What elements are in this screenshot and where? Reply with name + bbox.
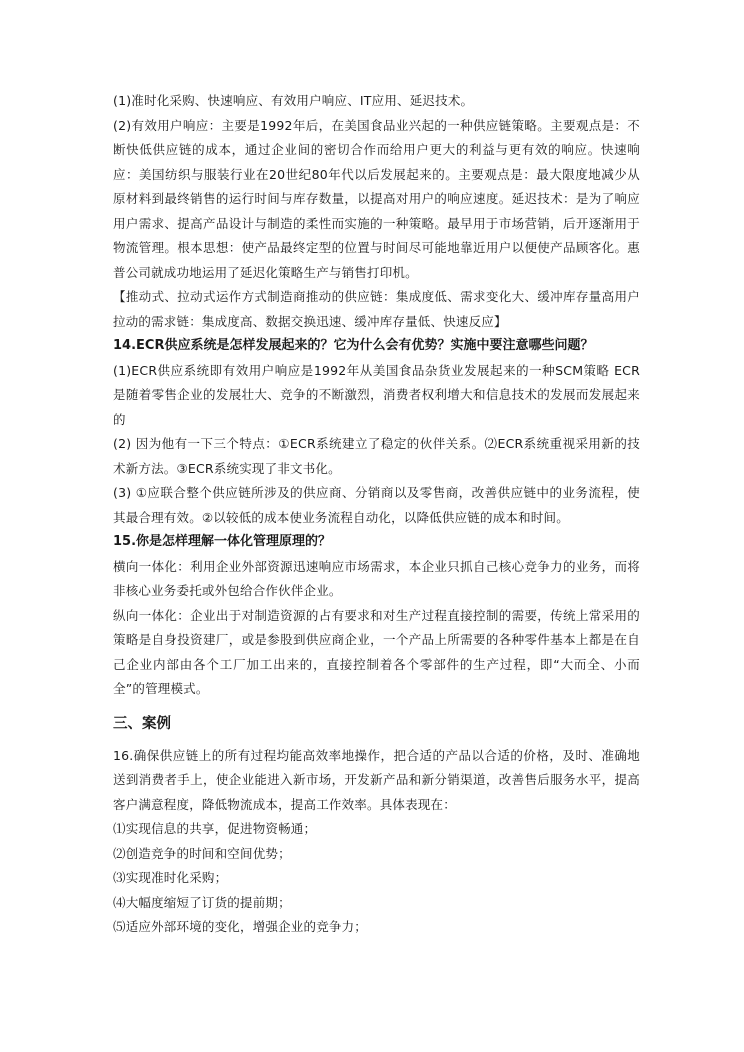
paragraph-intro-list: (1)准时化采购、快速响应、有效用户响应、IT应用、延迟技术。 (113, 93, 474, 108)
paragraph-push-pull: 【推动式、拉动式运作方式制造商推动的供应链：集成度低、需求变化大、缓冲库存量高用户拉动的需求链：集成度高、数据交换迅速、缓冲库存量低、快速反应】 (113, 289, 640, 329)
answer-14-part-3: (3) ①应联合整个供应链所涉及的供应商、分销商以及零售商，改善供应链中的业务流程，使其最合理有效。②以较低的成本使业务流程自动化，以降低供应链的成本和时间。 (113, 485, 640, 525)
section-heading-cases: 三、案例 (113, 715, 171, 732)
answer-15-vertical: 纵向一体化：企业出于对制造资源的占有要求和对生产过程直接控制的需要，传统上常采用的策略是自身投资建厂，或是参股到供应商企业，一个产品上所需要的各种零件基本上都是在自己企业内部由各个工厂加工出来的，直接控制着各个零部件的生产过程，即“大而全、小而全”的管理模式。 (113, 607, 640, 696)
answer-16-item-5: ⑸适应外部环境的变化，增强企业的竞争力； (113, 919, 368, 934)
question-15-heading: 15.你是怎样理解一体化管理原理的？ (113, 534, 332, 549)
answer-16-item-4: ⑷大幅度缩短了订货的提前期； (113, 894, 291, 910)
question-14-heading: 14.ECR供应系统是怎样发展起来的？它为什么会有优势？实施中要注意哪些问题？ (113, 338, 594, 353)
answer-14-part-2: (2) 因为他有一下三个特点：①ECR系统建立了稳定的伙伴关系。⑵ECR系统重视采用新的技术新方法。③ECR系统实现了非文书化。 (113, 436, 640, 476)
answer-16-intro: 16.确保供应链上的所有过程均能高效率地操作，把合适的产品以合适的价格，及时、准确地送到消费者手上，使企业能进入新市场，开发新产品和新分销渠道，改善售后服务水平，提高客户满意程度，降低物流成本，提高工作效率。具体表现在： (113, 747, 640, 812)
answer-16-item-1: ⑴实现信息的共享，促进物资畅通； (113, 821, 317, 836)
answer-16-item-3: ⑶实现准时化采购； (113, 870, 228, 885)
answer-15-horizontal: 横向一体化：利用企业外部资源迅速响应市场需求，本企业只抓自己核心竞争力的业务，而将非核心业务委托或外包给合作伙伴企业。 (113, 558, 640, 598)
answer-16-item-2: ⑵创造竞争的时间和空间优势； (113, 845, 291, 861)
answer-14-part-1: (1)ECR供应系统即有效用户响应是1992年从美国食品杂货业发展起来的一种SCM策略 ECR是随着零售企业的发展壮大、竞争的不断激烈，消费者权利增大和信息技术的发展而发展起来的 (113, 362, 640, 427)
document-page (113, 89, 640, 940)
paragraph-ecr-qr-delay: (2)有效用户响应：主要是1992年后，在美国食品业兴起的一种供应链策略。主要观点是：不断快低供应链的成本，通过企业间的密切合作而给用户更大的利益与更有效的响应。快速响应：美国纺织与服装行业在20世纪80年代以后发展起来的。主要观点是：最大限度地减少从原材料到最终销售的运行时间与库存数量，以提高对用户的响应速度。延迟技术：是为了响应用户需求、提高产品设计与制造的柔性而实施的一种策略。最早用于市场营销，后开逐渐用于物流管理。根本思想：使产品最终定型的位置与时间尽可能地靠近用户以便使产品顾客化。惠普公司就成功地运用了延迟化策略生产与销售打印机。 (113, 117, 640, 280)
